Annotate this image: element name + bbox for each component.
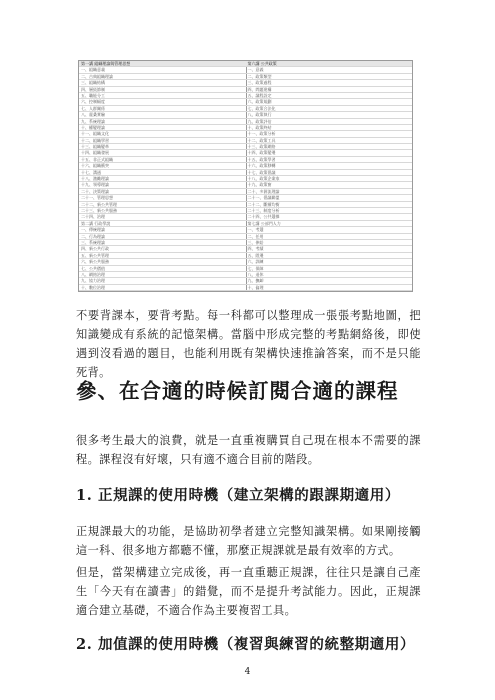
outline-row: 十二、組織學習 xyxy=(79,138,246,144)
outline-row: 三、政策過程 xyxy=(246,80,413,86)
outline-row: 十三、組織變革 xyxy=(79,144,246,150)
outline-row: 二、政策類型 xyxy=(246,74,413,80)
outline-row: 五、新公共管理 xyxy=(79,253,246,259)
paragraph-study-map: 不要背課本，要背考點。每一科都可以整理成一張張考點地圖，把知識變成有系統的記憶架構。當腦中形成完整的考點網絡後，即使遇到沒看過的題目，也能利用既有架構快速推論答案，而不是只能死背。 xyxy=(76,309,421,379)
outline-row: 五、職能分工 xyxy=(79,93,246,99)
outline-row: 十六、政策移轉 xyxy=(246,163,413,169)
outline-row: 四、考績 xyxy=(246,246,413,252)
outline-row: 十九、領導理論 xyxy=(79,182,246,188)
outline-row: 一、傳統理論 xyxy=(79,227,246,233)
outline-row: 第七講 公部門人力 xyxy=(246,221,413,227)
section-heading-courses: 參、在合適的時候訂閱合適的課程 xyxy=(76,379,399,403)
subheading-advanced-course: 2. 加值課的使用時機（複習與練習的統整期適用） xyxy=(76,636,416,653)
outline-row: 九、系統理論 xyxy=(79,119,246,125)
outline-row xyxy=(246,291,413,292)
outline-row: 十七、溝通 xyxy=(79,170,246,176)
outline-row: 十八、激勵理論 xyxy=(79,176,246,182)
outline-row: 十、政策終結 xyxy=(246,125,413,131)
outline-row: 第二講 行政學說 xyxy=(79,221,246,227)
outline-row: 十、權變理論 xyxy=(79,125,246,131)
outline-row: 二十、多源流理論 xyxy=(246,189,413,195)
outline-row: 二十一、倡議聯盟 xyxy=(246,195,413,201)
outline-row: 七、人群關係 xyxy=(79,106,246,112)
outline-row: 二十三、制度分析 xyxy=(246,208,413,214)
paragraph-regular-course-function: 正規課最大的功能，是協助初學者建立完整知識架構。如果剛接觸這一科、很多地方都聽不懂，那麼正規課就是最有效率的方式。 xyxy=(76,525,421,557)
outline-row: 八、霍桑實驗 xyxy=(79,112,246,118)
outline-row: 二十四、公共選擇 xyxy=(246,214,413,220)
outline-row: 二十、決策理論 xyxy=(79,189,246,195)
page-number: 4 xyxy=(244,667,251,677)
outline-row: 二、行為理論 xyxy=(79,234,246,240)
outline-row: 八、退休 xyxy=(246,272,413,278)
outline-row: 六、控制幅度 xyxy=(79,99,246,105)
outline-row: 六、新公共服務 xyxy=(79,259,246,265)
outline-row: 一、考選 xyxy=(246,227,413,233)
outline-row: 一、組織意義 xyxy=(79,67,246,73)
outline-row: 九、政策評估 xyxy=(246,119,413,125)
outline-row: 九、協力治理 xyxy=(79,278,246,284)
outline-row: 十二、政策工具 xyxy=(246,138,413,144)
outline-row: 六、訓練 xyxy=(246,259,413,265)
paragraph-regular-course-limit: 但是，當架構建立完成後，再一直重聽正規課，往往只是讓自己產生「今天有在讀書」的錯覺，而不是提升考試能力。因此，正規課適合建立基礎，不適合作為主要複習工具。 xyxy=(76,566,421,617)
outline-row: 五、陞遷 xyxy=(246,253,413,259)
outline-row: 四、新公共行政 xyxy=(79,246,246,252)
outline-row: 二、古典組織理論 xyxy=(79,74,246,80)
outline-right-header: 第六講 公共政策 xyxy=(246,61,413,67)
outline-row: 十四、政策變遷 xyxy=(246,150,413,156)
outline-row: 十一、政策分析 xyxy=(246,131,413,137)
outline-row: 三、俸給 xyxy=(246,240,413,246)
outline-row: 七、政策合法化 xyxy=(246,106,413,112)
outline-row: 二十三、新公共服務 xyxy=(79,208,246,214)
outline-row: 三、組織結構 xyxy=(79,80,246,86)
outline-row: 七、保障 xyxy=(246,266,413,272)
outline-row xyxy=(79,291,246,292)
outline-row: 七、公共價值 xyxy=(79,266,246,272)
outline-row: 四、層級節制 xyxy=(79,87,246,93)
outline-row: 十五、政策學習 xyxy=(246,157,413,163)
outline-row: 十九、政策窗 xyxy=(246,182,413,188)
outline-row: 二、任用 xyxy=(246,234,413,240)
outline-row: 十五、非正式組織 xyxy=(79,157,246,163)
subheading-regular-course: 1. 正規課的使用時機（建立架構的跟課期適用） xyxy=(76,487,400,504)
outline-table-image xyxy=(78,60,413,292)
outline-row: 六、政策規劃 xyxy=(246,99,413,105)
outline-right-column xyxy=(246,61,413,291)
outline-left-column xyxy=(79,61,247,291)
outline-row: 九、撫卹 xyxy=(246,278,413,284)
outline-row: 二十一、管理思想 xyxy=(79,195,246,201)
outline-row: 十六、組織衝突 xyxy=(79,163,246,169)
outline-row: 十七、政策倡議 xyxy=(246,170,413,176)
outline-row: 五、議程設定 xyxy=(246,93,413,99)
outline-row: 二十二、新公共管理 xyxy=(79,202,246,208)
outline-row: 十三、政策網絡 xyxy=(246,144,413,150)
outline-row: 四、問題建構 xyxy=(246,87,413,93)
outline-row: 十、倫理 xyxy=(246,285,413,291)
outline-row: 八、政策執行 xyxy=(246,112,413,118)
outline-row: 八、網絡治理 xyxy=(79,272,246,278)
outline-row: 二十二、斷續均衡 xyxy=(246,202,413,208)
outline-left-header: 第一講 組織理論與管理思想 xyxy=(79,61,246,67)
outline-row: 二十四、治理 xyxy=(79,214,246,220)
outline-row: 三、系統理論 xyxy=(79,240,246,246)
outline-row: 一、意義 xyxy=(246,67,413,73)
outline-row: 十四、組織發展 xyxy=(79,150,246,156)
outline-row: 十、數位治理 xyxy=(79,285,246,291)
paragraph-course-waste: 很多考生最大的浪費，就是一直重複購買自己現在根本不需要的課程。課程沒有好壞，只有適不適合目前的階段。 xyxy=(76,434,421,466)
outline-row: 十一、組織文化 xyxy=(79,131,246,137)
outline-row: 十八、政策企業家 xyxy=(246,176,413,182)
